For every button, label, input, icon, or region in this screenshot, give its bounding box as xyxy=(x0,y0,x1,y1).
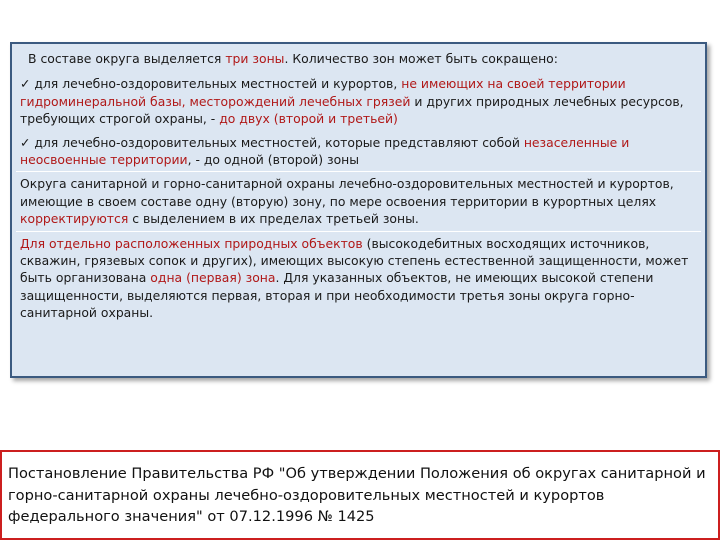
text-run: с выделением в их пределах третьей зоны. xyxy=(128,211,419,227)
source-reference-box xyxy=(0,450,720,540)
text-run: Округа санитарной и горно-санитарной охраны лечебно-оздоровительных местностей и курортов, имеющие в своем составе одну (вторую) зону, по мере освоения территории в курортных целях xyxy=(20,176,674,209)
highlighted-text: одна (первая) зона xyxy=(150,270,276,286)
text-run: (высокодебитных восходящих источников, скважин, грязевых сопок и других), имеющих высокую степень естественной защищенности, может быть организована xyxy=(20,235,689,286)
text-run: . Количество зон может быть сокращено: xyxy=(284,51,558,66)
text-run: , - до одной (второй) зоны xyxy=(187,152,360,168)
highlighted-text: три зоны xyxy=(225,51,285,66)
highlighted-text: не имеющих на своей территории гидроминеральной базы, месторождений лечебных грязей xyxy=(20,76,626,109)
correction-paragraph xyxy=(20,175,697,227)
natural-objects-paragraph xyxy=(20,235,697,322)
text-run: и других природных лечебных ресурсов, требующих строгой охраны, - xyxy=(20,93,684,127)
divider xyxy=(16,171,701,172)
divider xyxy=(16,231,701,232)
item-no-hydromineral-base xyxy=(20,75,697,127)
zones-info-box xyxy=(10,42,707,378)
highlighted-text: до двух (второй и третьей) xyxy=(219,111,398,127)
source-reference-text: Постановление Правительства РФ "Об утверждении Положения об округах санитарной и горно-санитарной охраны лечебно-оздоровительных местностей и курортов федерального значения" от 07.12.1996 № 1425 xyxy=(8,465,706,525)
text-run: . Для указанных объектов, не имеющих высокой степени защищенности, выделяются первая, вторая и при необходимости третья зоны округа горно-санитарной охраны. xyxy=(20,270,654,321)
text-run: В составе округа выделяется xyxy=(28,51,226,66)
highlighted-text: корректируются xyxy=(20,211,129,227)
highlighted-text: Для отдельно расположенных природных объектов xyxy=(20,235,363,251)
highlighted-text: незаселенные и неосвоенные территории xyxy=(20,134,630,168)
intro-paragraph xyxy=(20,50,697,67)
text-run: ✓ для лечебно-оздоровительных местностей и курортов, xyxy=(20,76,402,92)
text-run: ✓ для лечебно-оздоровительных местностей, которые представляют собой xyxy=(20,134,524,150)
item-unsettled-territories xyxy=(20,134,697,169)
